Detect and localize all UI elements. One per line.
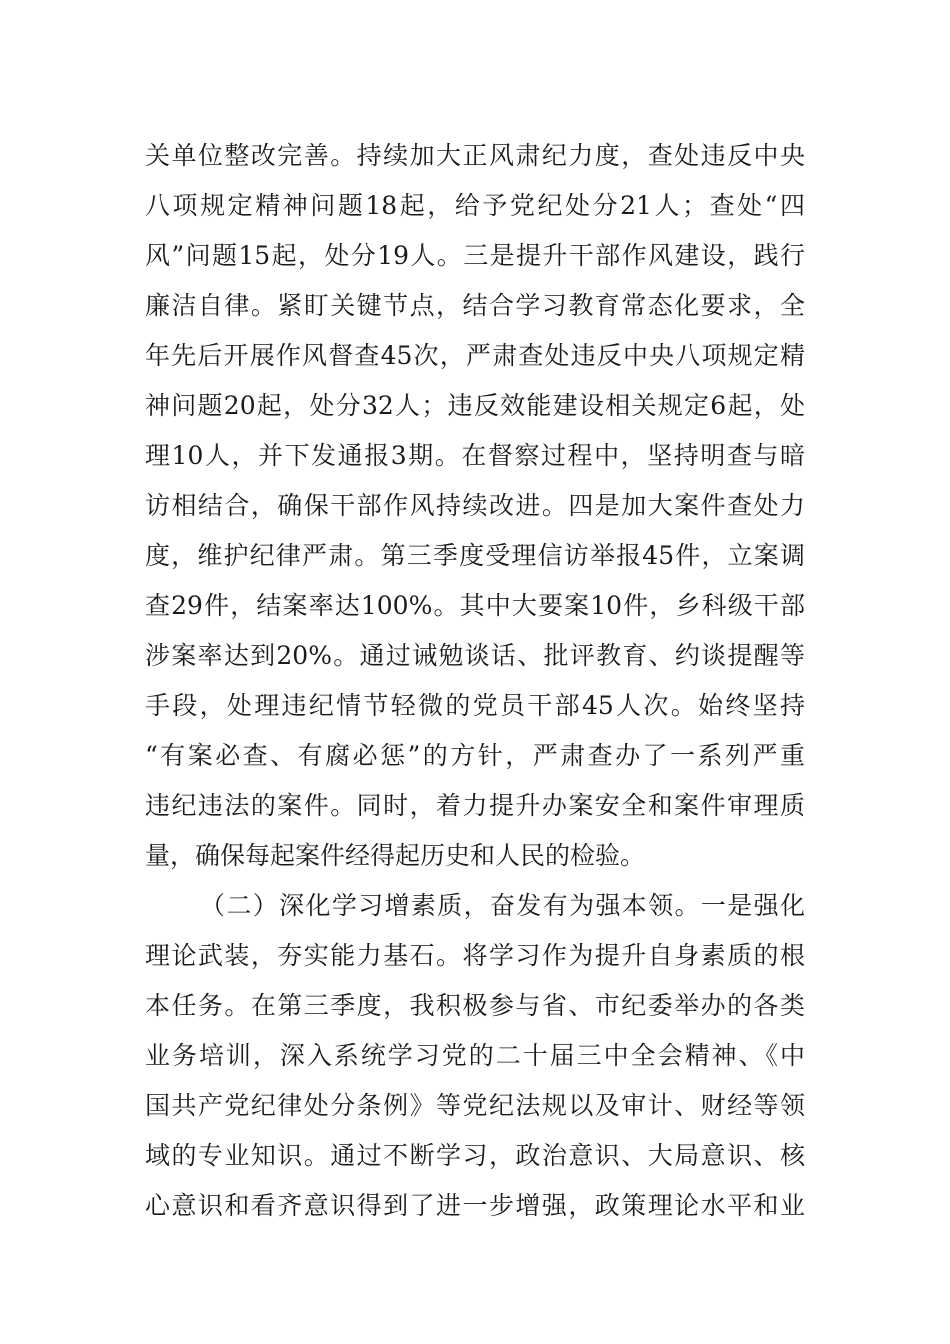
text-line-16: （二）深化学习增素质，奋发有为强本领。一是强化 <box>200 891 805 920</box>
text-line-14: 违纪违法的案件。同时，着力提升办案安全和案件审理质 <box>145 791 805 820</box>
text-line-7: 理10人，并下发通报3期。在督察过程中，坚持明查与暗 <box>145 441 805 470</box>
text-line-10: 查29件，结案率达100%。其中大要案10件，乡科级干部 <box>145 591 805 620</box>
text-line-12: 手段，处理违纪情节轻微的党员干部45人次。始终坚持 <box>145 691 805 720</box>
text-line-4: 廉洁自律。紧盯关键节点，结合学习教育常态化要求，全 <box>145 291 805 320</box>
text-line-5: 年先后开展作风督查45次，严肃查处违反中央八项规定精 <box>145 341 805 370</box>
text-line-6: 神问题20起，处分32人；违反效能建设相关规定6起，处 <box>145 391 805 420</box>
text-line-15: 量，确保每起案件经得起历史和人民的检验。 <box>145 841 646 870</box>
text-line-9: 度，维护纪律严肃。第三季度受理信访举报45件，立案调 <box>145 541 805 570</box>
text-line-13: “有案必查、有腐必惩”的方针，严肃查办了一系列严重 <box>145 741 805 770</box>
text-line-22: 心意识和看齐意识得到了进一步增强，政策理论水平和业 <box>145 1191 805 1220</box>
text-line-19: 业务培训，深入系统学习党的二十届三中全会精神、《中 <box>145 1041 805 1070</box>
text-line-1: 关单位整改完善。持续加大正风肃纪力度，查处违反中央 <box>145 141 805 170</box>
text-line-21: 域的专业知识。通过不断学习，政治意识、大局意识、核 <box>145 1141 805 1170</box>
text-line-3: 风”问题15起，处分19人。三是提升干部作风建设，践行 <box>145 241 805 270</box>
text-line-17: 理论武装，夯实能力基石。将学习作为提升自身素质的根 <box>145 941 805 970</box>
text-line-11: 涉案率达到20%。通过诫勉谈话、批评教育、约谈提醒等 <box>145 641 805 670</box>
text-line-18: 本任务。在第三季度，我积极参与省、市纪委举办的各类 <box>145 991 805 1020</box>
text-line-8: 访相结合，确保干部作风持续改进。四是加大案件查处力 <box>145 491 805 520</box>
text-line-2: 八项规定精神问题18起，给予党纪处分21人；查处“四 <box>145 191 805 220</box>
text-line-20: 国共产党纪律处分条例》等党纪法规以及审计、财经等领 <box>145 1091 805 1120</box>
